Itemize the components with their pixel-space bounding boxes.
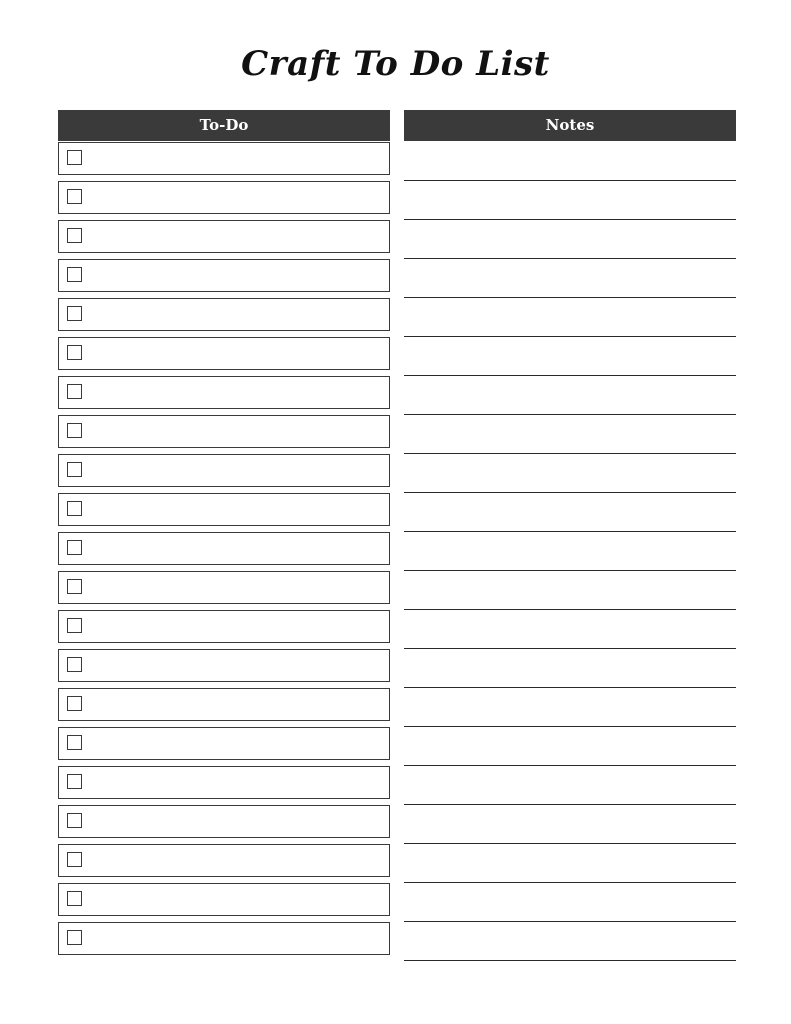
todo-row[interactable]: [58, 337, 390, 370]
notes-column-header: Notes: [404, 110, 736, 141]
todo-row[interactable]: [58, 415, 390, 448]
todo-row[interactable]: [58, 376, 390, 409]
todo-row[interactable]: [58, 493, 390, 526]
todo-checkbox[interactable]: [67, 891, 82, 906]
note-line[interactable]: [404, 805, 736, 844]
todo-row[interactable]: [58, 844, 390, 877]
note-line[interactable]: [404, 259, 736, 298]
todo-checkbox[interactable]: [67, 540, 82, 555]
todo-row[interactable]: [58, 298, 390, 331]
todo-checkbox[interactable]: [67, 462, 82, 477]
todo-row[interactable]: [58, 688, 390, 721]
note-line[interactable]: [404, 922, 736, 961]
todo-row[interactable]: [58, 181, 390, 214]
note-line[interactable]: [404, 766, 736, 805]
note-line[interactable]: [404, 532, 736, 571]
note-line[interactable]: [404, 727, 736, 766]
note-line[interactable]: [404, 844, 736, 883]
todo-row[interactable]: [58, 922, 390, 955]
todo-row[interactable]: [58, 220, 390, 253]
note-line[interactable]: [404, 493, 736, 532]
todo-row[interactable]: [58, 532, 390, 565]
todo-checkbox[interactable]: [67, 423, 82, 438]
todo-list: [58, 142, 390, 961]
todo-row[interactable]: [58, 571, 390, 604]
todo-checkbox[interactable]: [67, 774, 82, 789]
todo-row[interactable]: [58, 454, 390, 487]
note-line[interactable]: [404, 610, 736, 649]
todo-checkbox[interactable]: [67, 228, 82, 243]
todo-row[interactable]: [58, 727, 390, 760]
note-line[interactable]: [404, 883, 736, 922]
todo-row[interactable]: [58, 259, 390, 292]
note-line[interactable]: [404, 337, 736, 376]
todo-checkbox[interactable]: [67, 735, 82, 750]
todo-row[interactable]: [58, 766, 390, 799]
todo-checkbox[interactable]: [67, 813, 82, 828]
note-line[interactable]: [404, 376, 736, 415]
todo-checkbox[interactable]: [67, 345, 82, 360]
todo-checkbox[interactable]: [67, 267, 82, 282]
todo-checkbox[interactable]: [67, 306, 82, 321]
todo-checkbox[interactable]: [67, 852, 82, 867]
note-line[interactable]: [404, 142, 736, 181]
note-line[interactable]: [404, 649, 736, 688]
todo-checkbox[interactable]: [67, 189, 82, 204]
todo-column-header: To-Do: [58, 110, 390, 141]
note-line[interactable]: [404, 298, 736, 337]
page-title: Craft To Do List: [241, 44, 550, 84]
todo-checkbox[interactable]: [67, 696, 82, 711]
todo-checkbox[interactable]: [67, 579, 82, 594]
note-line[interactable]: [404, 415, 736, 454]
todo-checkbox[interactable]: [67, 384, 82, 399]
todo-row[interactable]: [58, 883, 390, 916]
notes-list: [404, 142, 736, 961]
todo-row[interactable]: [58, 142, 390, 175]
todo-checkbox[interactable]: [67, 501, 82, 516]
todo-row[interactable]: [58, 805, 390, 838]
note-line[interactable]: [404, 454, 736, 493]
todo-checkbox[interactable]: [67, 930, 82, 945]
note-line[interactable]: [404, 220, 736, 259]
todo-checkbox[interactable]: [67, 618, 82, 633]
todo-row[interactable]: [58, 649, 390, 682]
note-line[interactable]: [404, 688, 736, 727]
todo-row[interactable]: [58, 610, 390, 643]
todo-checkbox[interactable]: [67, 150, 82, 165]
note-line[interactable]: [404, 571, 736, 610]
todo-checkbox[interactable]: [67, 657, 82, 672]
note-line[interactable]: [404, 181, 736, 220]
